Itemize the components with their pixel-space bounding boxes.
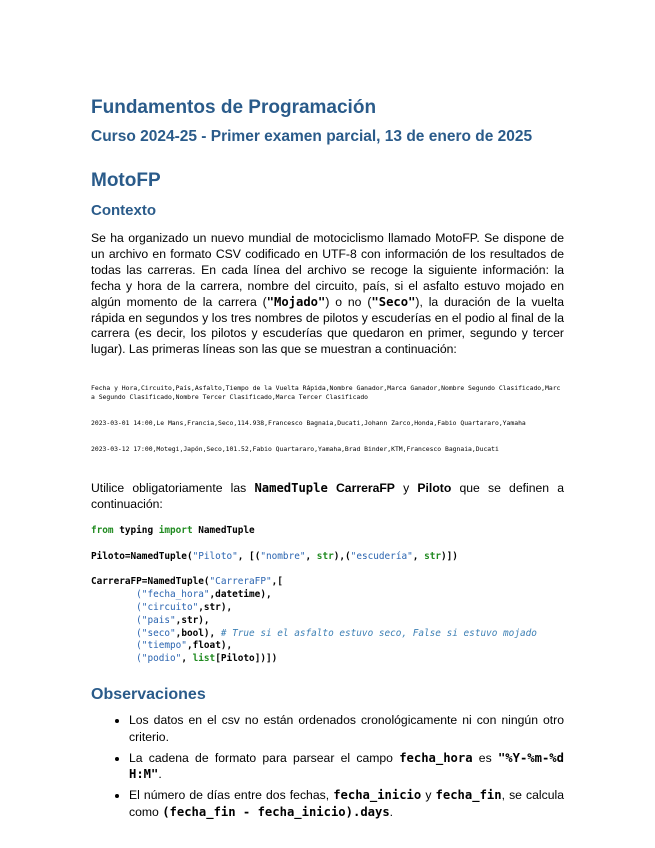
csv-sample: [91, 367, 564, 470]
list-item: • El número de días entre dos fechas, fecha_inicio y fecha_fin, se calcula como (fecha_fin - fecha_inicio).days.: [129, 787, 564, 821]
csv-line: 2023-03-12 17:00,Motegi,Japón,Seco,101.52,Fabio Quartararo,Yamaha,Brad Binder,KTM,Francesco Bagnaia,Ducati: [91, 444, 499, 453]
csv-line: 2023-03-01 14:00,Le Mans,Francia,Seco,114.938,Francesco Bagnaia,Ducati,Johann Zarco,Honda,Fabio Quartararo,Yamaha: [91, 418, 526, 427]
usage-and: y: [394, 481, 418, 496]
carrerafp-term: CarreraFP: [336, 481, 395, 496]
usage-text-1: Utilice obligatoriamente las: [91, 481, 255, 496]
code-line-pais: ("pais",str),: [136, 614, 210, 626]
code-line-carrerafp: CarreraFP=NamedTuple("CarreraFP",[: [91, 576, 283, 588]
code-line-fecha: ("fecha_hora",datetime),: [136, 589, 272, 601]
intro-text-2: ) o no (: [325, 294, 372, 309]
observaciones-list: [91, 712, 564, 821]
code-line-seco: ("seco",bool), # True si el asfalto estuvo seco, False si estuvo mojado: [136, 627, 537, 639]
intro-text-3: ), la duración de la vuelta rápida en segundos y los tres nombres de pilotos y escuderías en el podio al final de la carrera (es decir, los pilotos y escuderías que quedaron en primer, segundo y tercer lugar). Las primeras líneas son las que se muestran a continuación:: [91, 294, 564, 357]
intro-text-1: Se ha organizado un nuevo mundial de motociclismo llamado MotoFP. Se dispone de un archivo en formato CSV codificado en UTF-8 con información de los resultados de todas las carreras. En cada línea del archivo se recoge la siguiente información: la fecha y hora de la carrera, nombre del circuito, país, si el asfalto estuvo mojado en algún momento de la carrera (: [91, 231, 564, 309]
intro-paragraph: [91, 231, 564, 358]
usage-paragraph: [91, 481, 564, 513]
section-title: MotoFP: [91, 170, 161, 191]
seco-literal: "Seco": [371, 294, 416, 309]
usage-text-2: que se definen a continuación:: [91, 481, 564, 512]
mojado-literal: "Mojado": [266, 294, 326, 309]
list-item: • La cadena de formato para parsear el campo fecha_hora es "%Y-%m-%d H:M".: [129, 750, 564, 784]
context-heading: Contexto: [91, 202, 156, 219]
code-block: [91, 525, 564, 666]
namedtuple-term: NamedTuple: [254, 481, 328, 496]
list-item: • Los datos en el csv no están ordenados cronológicamente ni con ningún otro criterio.: [129, 712, 564, 746]
document-title: Fundamentos de Programación: [91, 97, 377, 118]
code-line-import: from typing import NamedTuple: [91, 525, 255, 537]
code-line-piloto: Piloto=NamedTuple("Piloto", [("nombre", str),("escudería", str)]): [91, 550, 458, 562]
observaciones-heading: Observaciones: [91, 685, 206, 703]
code-line-podio: ("podio", list[Piloto])]): [136, 653, 278, 665]
document-content: [91, 95, 564, 825]
document-subtitle: Curso 2024-25 - Primer examen parcial, 13 de enero de 2025: [91, 128, 533, 145]
code-line-circuito: ("circuito",str),: [136, 601, 233, 613]
code-line-tiempo: ("tiempo",float),: [136, 640, 233, 652]
csv-line: Fecha y Hora,Circuito,País,Asfalto,Tiempo de la Vuelta Rápida,Nombre Ganador,Marca Ganador,Nombre Segundo Clasificado,Marca Segundo Clasificado,Nombre Tercer Clasificado,Marca Tercer Clasificado: [91, 384, 561, 402]
piloto-term: Piloto: [417, 481, 452, 496]
